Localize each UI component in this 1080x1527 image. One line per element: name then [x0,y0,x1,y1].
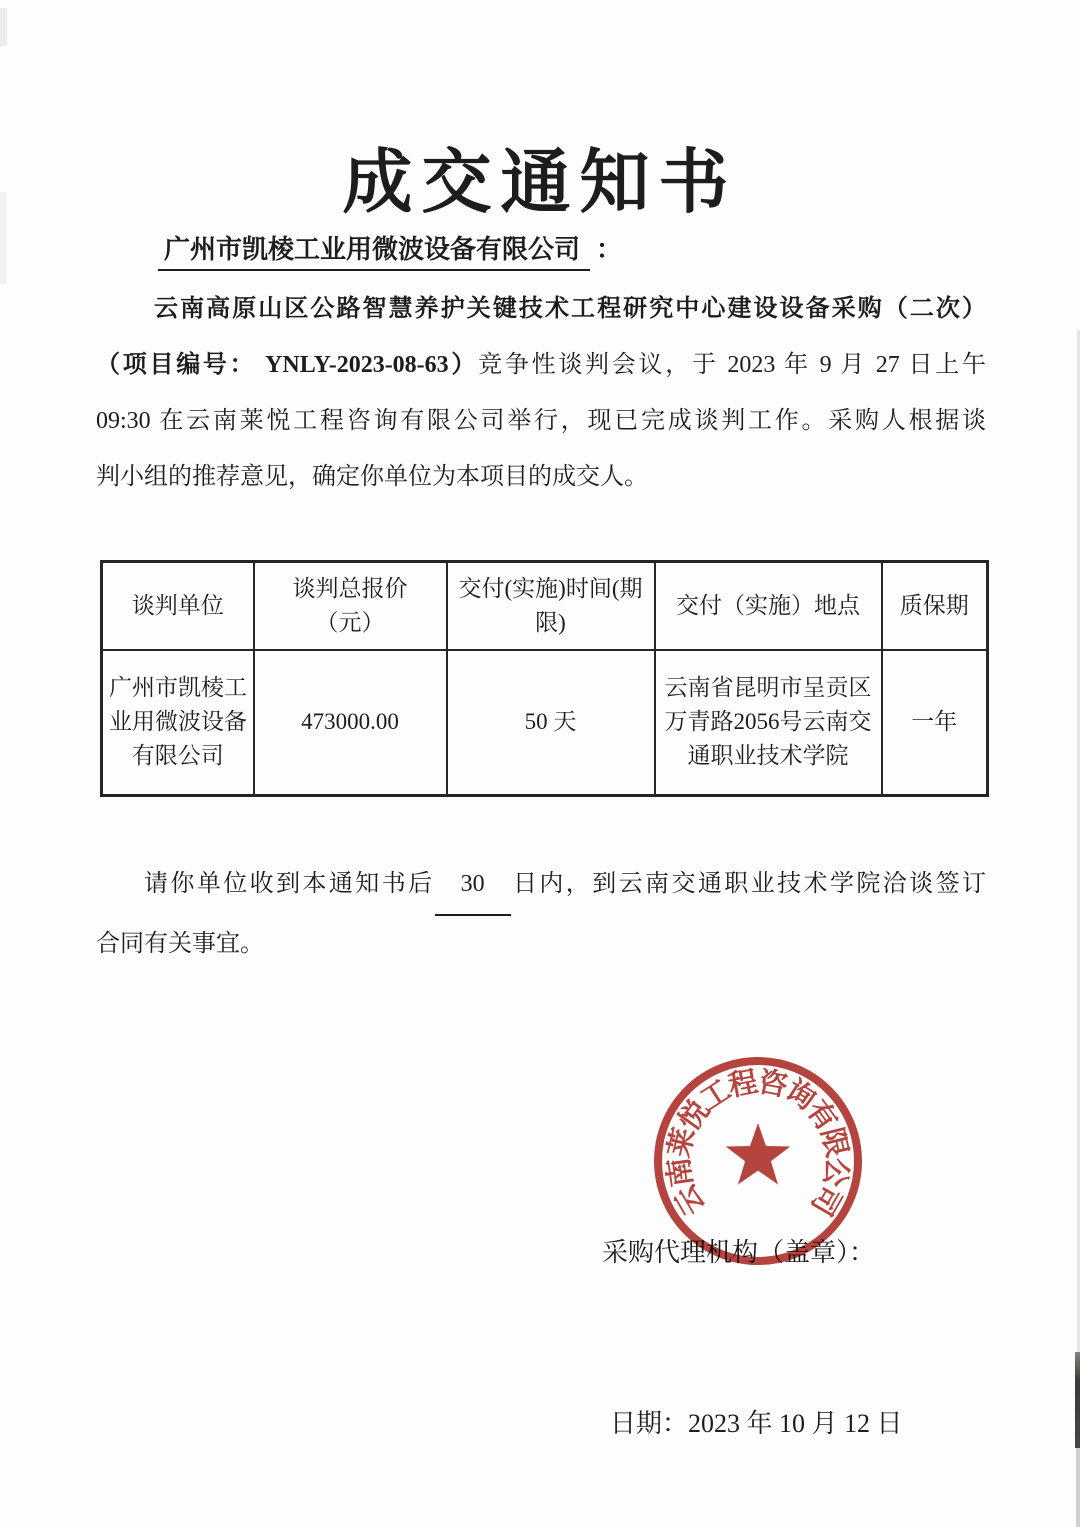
header-warranty: 质保期 [882,562,988,650]
scan-artifact-right-dark-strip [1075,1352,1080,1448]
project-name-line: 云南高原山区公路智慧养护关键技术工程研究中心建设设备采购（二次） [154,296,986,322]
scan-artifact-left-edge [0,192,6,284]
stamp-company-char: 司 [804,1179,847,1221]
addressee-line [158,229,622,271]
meeting-line: 09:30 在云南莱悦工程咨询有限公司举行，现已完成谈判工作。采购人根据谈 [96,408,986,434]
decision-line: 判小组的推荐意见，确定你单位为本项目的成交人。 [96,464,648,490]
stamp-company-char: 莱 [663,1124,702,1161]
project-paragraph [96,281,986,505]
cell-negotiation-unit: 广州市凯棱工 业用微波设备 有限公司 [102,650,254,796]
stamp-company-char: 云 [669,1179,712,1221]
date-line: 日期：2023 年 10 月 12 日 [610,1409,903,1438]
header-delivery-place: 交付（实施）地点 [655,562,882,650]
scan-artifact-top-left [0,8,7,46]
stamp-company-char: 公 [817,1155,854,1189]
notice-line-1 [96,856,986,916]
addressee-colon: ： [596,235,623,264]
notice-line-2: 合同有关事宜。 [96,931,264,957]
cell-delivery-time: 50 天 [447,650,655,796]
header-delivery-time: 交付(实施)时间(期 限) [447,562,655,650]
stamp-company-char: 询 [779,1074,822,1117]
red-company-seal [648,1051,868,1271]
notice-paragraph [96,856,986,973]
header-negotiation-unit: 谈判单位 [102,562,254,650]
table-header-row [102,562,988,650]
stamp-company-char: 工 [694,1074,737,1117]
project-number-rest: 竞争性谈判会议，于 2023 年 9 月 27 日上午 [478,352,986,378]
agency-stamp-label: 采购代理机构（盖章）： [602,1238,876,1267]
notice-lead: 请你单位收到本通知书后 [144,871,435,897]
stamp-company-char: 有 [800,1094,843,1137]
days-underlined-value: 30 [435,856,511,916]
stamp-company-char: 限 [814,1124,853,1161]
award-table [100,560,989,797]
stamp-company-char: 悦 [673,1094,716,1137]
cell-delivery-place: 云南省昆明市呈贡区 万青路2056号云南交 通职业技术学院 [655,650,882,796]
project-number-line [96,337,986,393]
header-total-quote: 谈判总报价 （元） [254,562,447,650]
cell-total-quote: 473000.00 [254,650,447,796]
addressee-company-name: 广州市凯棱工业用微波设备有限公司 [158,229,590,271]
cell-warranty: 一年 [882,650,988,796]
stamp-company-char: 程 [725,1065,761,1103]
scan-artifact-right-tail [1076,1448,1080,1527]
page-title: 成交通知书 [342,145,738,222]
stamp-company-char: 南 [662,1155,699,1189]
notice-tail: 日内，到云南交通职业技术学院洽谈签订 [510,871,987,897]
stamp-company-char: 咨 [755,1065,791,1103]
stamp-star [726,1123,791,1185]
table-row [102,650,988,796]
project-number-bold: （项目编号： YNLY-2023-08-63） [96,352,479,378]
